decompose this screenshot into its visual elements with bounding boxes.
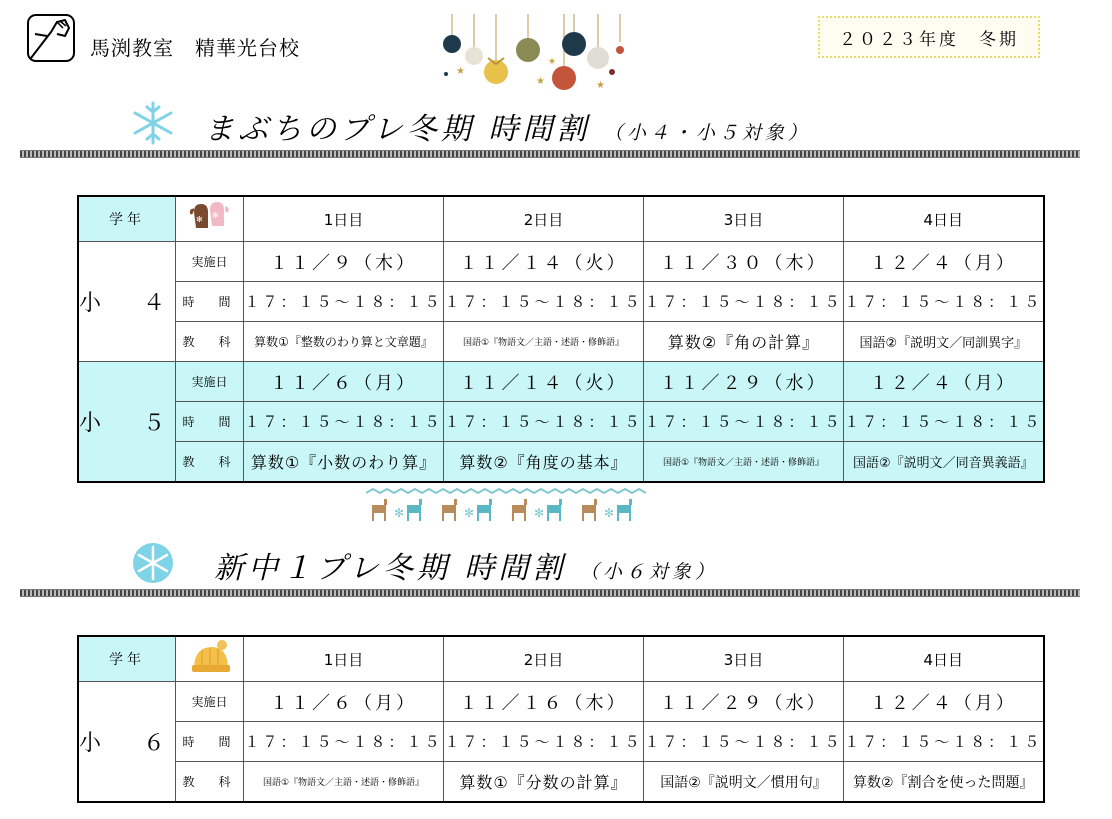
nordic-deer-pattern-icon [366,487,646,527]
time-cell: １７：１５～１８：１５ [244,402,444,442]
time-cell: １７：１５～１８：１５ [844,402,1044,442]
section1-title-text: まぶちのプレ冬期 時間割 [204,112,591,147]
subject-cell: 国語①『物語文／主語・述語・修飾語』 [444,322,644,362]
time-cell: １７：１５～１８：１５ [644,722,844,762]
table-row [78,762,1044,803]
subject-cell: 算数②『角度の基本』 [444,442,644,483]
date-cell: １１／１６（木） [444,682,644,722]
grade-header: 学年 [78,636,176,682]
day2-header: 2日目 [444,196,644,242]
grade-label: 小 ６ [78,682,176,803]
time-cell: １７：１５～１８：１５ [444,282,644,322]
row-label-subject: 教 科 [176,762,244,803]
svg-text:✻: ✻ [464,506,475,520]
subject-cell: 算数①『分数の計算』 [444,762,644,803]
subject-cell: 国語②『説明文／同訓異字』 [844,322,1044,362]
svg-text:★: ★ [456,66,465,77]
day2-header: 2日目 [444,636,644,682]
date-cell: １１／９（木） [244,242,444,282]
table-header-row [78,636,1044,682]
day1-header: 1日目 [244,196,444,242]
table-row [78,282,1044,322]
date-cell: １１／２９（水） [644,682,844,722]
svg-text:★: ★ [536,76,545,87]
time-cell: １７：１５～１８：１５ [644,282,844,322]
svg-text:✻: ✻ [195,215,203,224]
time-cell: １７：１５～１８：１５ [844,722,1044,762]
schedule-table-g6 [77,635,1045,803]
date-cell: １２／４（月） [844,242,1044,282]
date-cell: １１／２９（水） [644,362,844,402]
snowflake-icon [130,100,176,146]
date-cell: １２／４（月） [844,362,1044,402]
row-label-time: 時 間 [176,282,244,322]
mittens-icon [176,196,244,242]
date-cell: １２／４（月） [844,682,1044,722]
svg-text:✻: ✻ [394,506,405,520]
time-cell: １７：１５～１８：１５ [644,402,844,442]
schedule-table-g4-g5 [77,195,1045,483]
section2-title-text: 新中１プレ冬期 時間割 [214,551,567,586]
section1-title [204,104,811,148]
christmas-ornaments-icon [436,14,632,94]
school-name: 馬渕教室 精華光台校 [90,36,300,60]
subject-cell: 算数①『整数のわり算と文章題』 [244,322,444,362]
section2-title [214,543,718,587]
subject-cell: 算数②『角の計算』 [644,322,844,362]
time-cell: １７：１５～１８：１５ [444,722,644,762]
date-cell: １１／６（月） [244,362,444,402]
subject-cell: 算数①『小数のわり算』 [244,442,444,483]
subject-cell: 国語②『説明文／同音異義語』 [844,442,1044,483]
row-label-subject: 教 科 [176,442,244,483]
subject-cell: 国語②『説明文／慣用句』 [644,762,844,803]
snowflake-icon [130,540,176,586]
subject-cell: 国語①『物語文／主語・述語・修飾語』 [644,442,844,483]
row-label-subject: 教 科 [176,322,244,362]
horse-logo-icon [27,14,75,62]
date-cell: １１／１４（火） [444,362,644,402]
table-row [78,442,1044,483]
grade-label: 小 ４ [78,242,176,362]
day1-header: 1日目 [244,636,444,682]
row-label-date: 実施日 [176,682,244,722]
section1-subtitle: （小４・小５対象） [603,122,811,144]
day3-header: 3日目 [644,196,844,242]
subject-cell: 国語①『物語文／主語・述語・修飾語』 [244,762,444,803]
table-row [78,362,1044,402]
section2-subtitle: （小６対象） [579,561,718,583]
day4-header: 4日目 [844,196,1044,242]
table-row [78,722,1044,762]
row-label-time: 時 間 [176,722,244,762]
svg-text:★: ★ [596,80,605,91]
row-label-time: 時 間 [176,402,244,442]
table-row [78,682,1044,722]
svg-text:✻: ✻ [211,211,219,220]
section1-divider [20,150,1080,158]
table-row [78,322,1044,362]
svg-text:✻: ✻ [534,506,545,520]
grade-header: 学年 [78,196,176,242]
table-header-row [78,196,1044,242]
row-label-date: 実施日 [176,242,244,282]
svg-text:✻: ✻ [604,506,615,520]
date-cell: １１／６（月） [244,682,444,722]
term-badge: ２０２３年度 冬期 [818,16,1040,58]
section2-divider [20,589,1080,597]
time-cell: １７：１５～１８：１５ [244,282,444,322]
subject-cell: 算数②『割合を使った問題』 [844,762,1044,803]
row-label-date: 実施日 [176,362,244,402]
day3-header: 3日目 [644,636,844,682]
time-cell: １７：１５～１８：１５ [244,722,444,762]
knit-hat-icon [176,636,244,682]
date-cell: １１／３０（木） [644,242,844,282]
day4-header: 4日目 [844,636,1044,682]
grade-label: 小 ５ [78,362,176,483]
table-row [78,242,1044,282]
time-cell: １７：１５～１８：１５ [844,282,1044,322]
date-cell: １１／１４（火） [444,242,644,282]
table-row [78,402,1044,442]
svg-text:★: ★ [548,57,557,67]
time-cell: １７：１５～１８：１５ [444,402,644,442]
